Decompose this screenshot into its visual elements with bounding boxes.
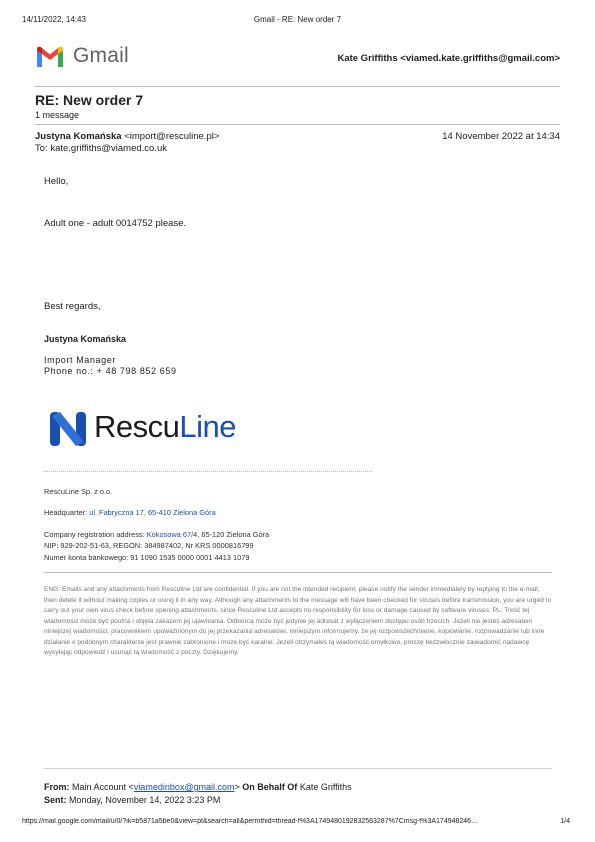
sender-name: Justyna Komańska xyxy=(35,131,122,142)
greeting: Hello, xyxy=(44,176,69,187)
sender-line xyxy=(35,131,219,142)
to-value: kate.griffiths@viamed.co.uk xyxy=(50,143,167,154)
subject-divider xyxy=(35,124,560,125)
disclaimer-text: ENG: Emails and any attachments from Resculine Ltd are confidential. If you are not the intended recipient, please notify the sender immediately by replying to the e-mail, then delete it without making copies or using it in any way. Although any attachments to the message will have been checked for viruses before transmission, you are urged to carry out your own virus check before opening attachments, since Resculine Ltd accepts no responsibility for loss or damage caused by software viruses. PL: Treść tej wiadomości może być poufna i objęta zakazem jej ujawniania. Odbiorcą może być jedynie jej adresat z wyłączeniem dostępu osób trzecich. Jeżeli nie jesteś adresatem niniejszej wiadomości, pracownikiem upoważnionym do jej przekazania adresatowi, niniejszym informujemy, że jej rozpowszechnianie, kopiowanie, rozpowadzanie lub inne działanie o podobnym charakterze jest prawnie zabronione i może być karalne. Jeżeli otrzymałeś tą wiadomość omyłkowo, proszę bezzwłocznie zawiadomić nadawcę wysyłając odpowiedź i usunąć tą wiadomość z poczty. Dziękujemy. xyxy=(44,586,552,656)
brand-part2: Line xyxy=(179,409,236,444)
company-nip: NIP: 929-202-51-63, REGON: 384987402, Nr KRS 0000816799 xyxy=(44,541,254,550)
from-name: Main Account < xyxy=(72,782,134,792)
sent-label: Sent: xyxy=(44,795,67,805)
behalf-label: On Behalf Of xyxy=(242,782,298,792)
company-headquarter xyxy=(44,508,216,517)
message-date: 14 November 2022 at 14:34 xyxy=(442,131,560,142)
disclaimer-divider xyxy=(44,572,552,573)
from-close: > xyxy=(234,782,240,792)
resculine-mark-icon xyxy=(48,410,88,448)
message-count: 1 message xyxy=(35,110,80,120)
gmail-wordmark: Gmail xyxy=(73,44,129,67)
reg-label: Company registration address: xyxy=(44,530,145,539)
sender-email: <import@resculine.pl> xyxy=(124,131,220,142)
print-url: https://mail.google.com/mail/u/0/?ik=b5871a5be0&view=pt&search=all&permthid=thread-f%3A1749480192832563287%7Cmsg-f%3A174948246… xyxy=(22,818,479,825)
signature-role: Import Manager xyxy=(44,355,116,365)
sent-value: Monday, November 14, 2022 3:23 PM xyxy=(69,795,221,805)
hq-address-link[interactable]: ul. Fabryczna 17, 65-410 Zielona Góra xyxy=(89,508,216,517)
message-body: Adult one - adult 0014752 please. xyxy=(44,218,187,229)
to-label: To: xyxy=(35,143,48,154)
reg-address-link[interactable]: Kokosowa 67/ xyxy=(146,530,194,539)
forward-divider xyxy=(44,768,552,769)
print-page-number: 1/4 xyxy=(560,818,570,825)
thread-subject: RE: New order 7 xyxy=(35,92,144,108)
from-label: From: xyxy=(44,782,70,792)
company-bank: Numer konta bankowego: 91 1090 1535 0000 0001 4413 1079 xyxy=(44,553,250,562)
forward-sent-line xyxy=(44,795,220,805)
signature-phone: Phone no.: + 48 798 852 659 xyxy=(44,366,177,376)
header-divider xyxy=(35,86,560,87)
closing: Best regards, xyxy=(44,301,101,312)
gmail-m-icon xyxy=(35,45,65,69)
signature-divider xyxy=(44,471,372,472)
company-registration xyxy=(44,530,269,539)
hq-label: Headquarter: xyxy=(44,508,88,517)
reg-address-rest: 4, 65-120 Zielona Góra xyxy=(193,530,270,539)
signature-name: Justyna Komańska xyxy=(44,334,127,344)
print-datetime: 14/11/2022, 14:43 xyxy=(22,15,86,24)
company-name: RescuLine Sp. z o.o. xyxy=(44,487,113,496)
recipient-line xyxy=(35,143,167,154)
behalf-name: Kate Griffiths xyxy=(299,782,352,792)
print-title: Gmail - RE: New order 7 xyxy=(253,15,342,24)
account-label: Kate Griffiths <viamed.kate.griffiths@gmail.com> xyxy=(337,53,560,64)
resculine-logo xyxy=(48,406,268,450)
resculine-wordmark xyxy=(94,409,236,445)
brand-part1: Rescu xyxy=(94,409,180,444)
forward-from-line xyxy=(44,782,352,792)
from-email-link[interactable]: viamedinbox@gmail.com xyxy=(133,782,235,792)
